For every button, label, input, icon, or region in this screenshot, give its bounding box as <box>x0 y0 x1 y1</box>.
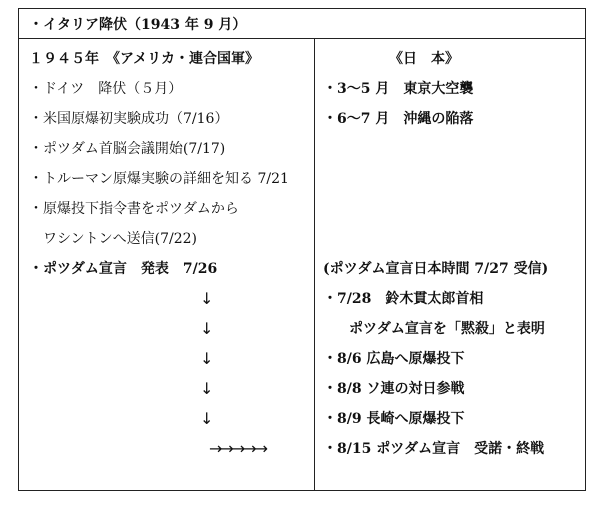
timeline-table <box>18 8 586 491</box>
left-item-order-sent: ・原爆投下指令書をポツダムから <box>29 201 239 217</box>
down-arrow-2: ↓ <box>200 319 214 338</box>
left-item-truman-informed: ・トルーマン原爆実験の詳細を知る 7/21 <box>29 171 289 187</box>
down-arrow-5: ↓ <box>200 409 214 428</box>
down-arrow-3: ↓ <box>200 349 214 368</box>
right-item-surrender: ・8/15 ポツダム宣言 受諾・終戦 <box>323 441 545 457</box>
right-item-soviet-entry: ・8/8 ソ連の対日参戦 <box>323 381 465 397</box>
column-divider <box>314 39 315 491</box>
left-item-potsdam-conference: ・ポツダム首脳会議開始(7/17) <box>29 141 226 157</box>
right-item-tokyo-air-raid: ・3～5 月 東京大空襲 <box>323 81 474 97</box>
header-title: ・イタリア降伏（1943 年 9 月） <box>29 17 247 33</box>
header-row <box>19 9 585 39</box>
right-arrows: →→→→→ <box>209 439 267 458</box>
down-arrow-4: ↓ <box>200 379 214 398</box>
left-heading: １９４５年 《アメリカ・連合国軍》 <box>29 51 260 67</box>
left-item-germany-surrender: ・ドイツ 降伏（５月） <box>29 81 183 97</box>
right-item-mokusatsu: ポツダム宣言を「黙殺」と表明 <box>349 321 545 337</box>
right-heading: 《日 本》 <box>389 51 459 67</box>
left-item-atomic-test: ・米国原爆初実験成功（7/16） <box>29 111 229 127</box>
right-item-nagasaki: ・8/9 長崎へ原爆投下 <box>323 411 465 427</box>
down-arrow-1: ↓ <box>200 289 214 308</box>
right-item-suzuki: ・7/28 鈴木貫太郎首相 <box>323 291 484 307</box>
right-item-declaration-received: (ポツダム宣言日本時間 7/27 受信) <box>323 261 549 277</box>
right-item-hiroshima: ・8/6 広島へ原爆投下 <box>323 351 465 367</box>
left-item-potsdam-declaration: ・ポツダム宣言 発表 7/26 <box>29 261 218 277</box>
left-item-order-sent-cont: ワシントンへ送信(7/22) <box>43 231 198 247</box>
right-item-okinawa: ・6～7 月 沖縄の陥落 <box>323 111 474 127</box>
